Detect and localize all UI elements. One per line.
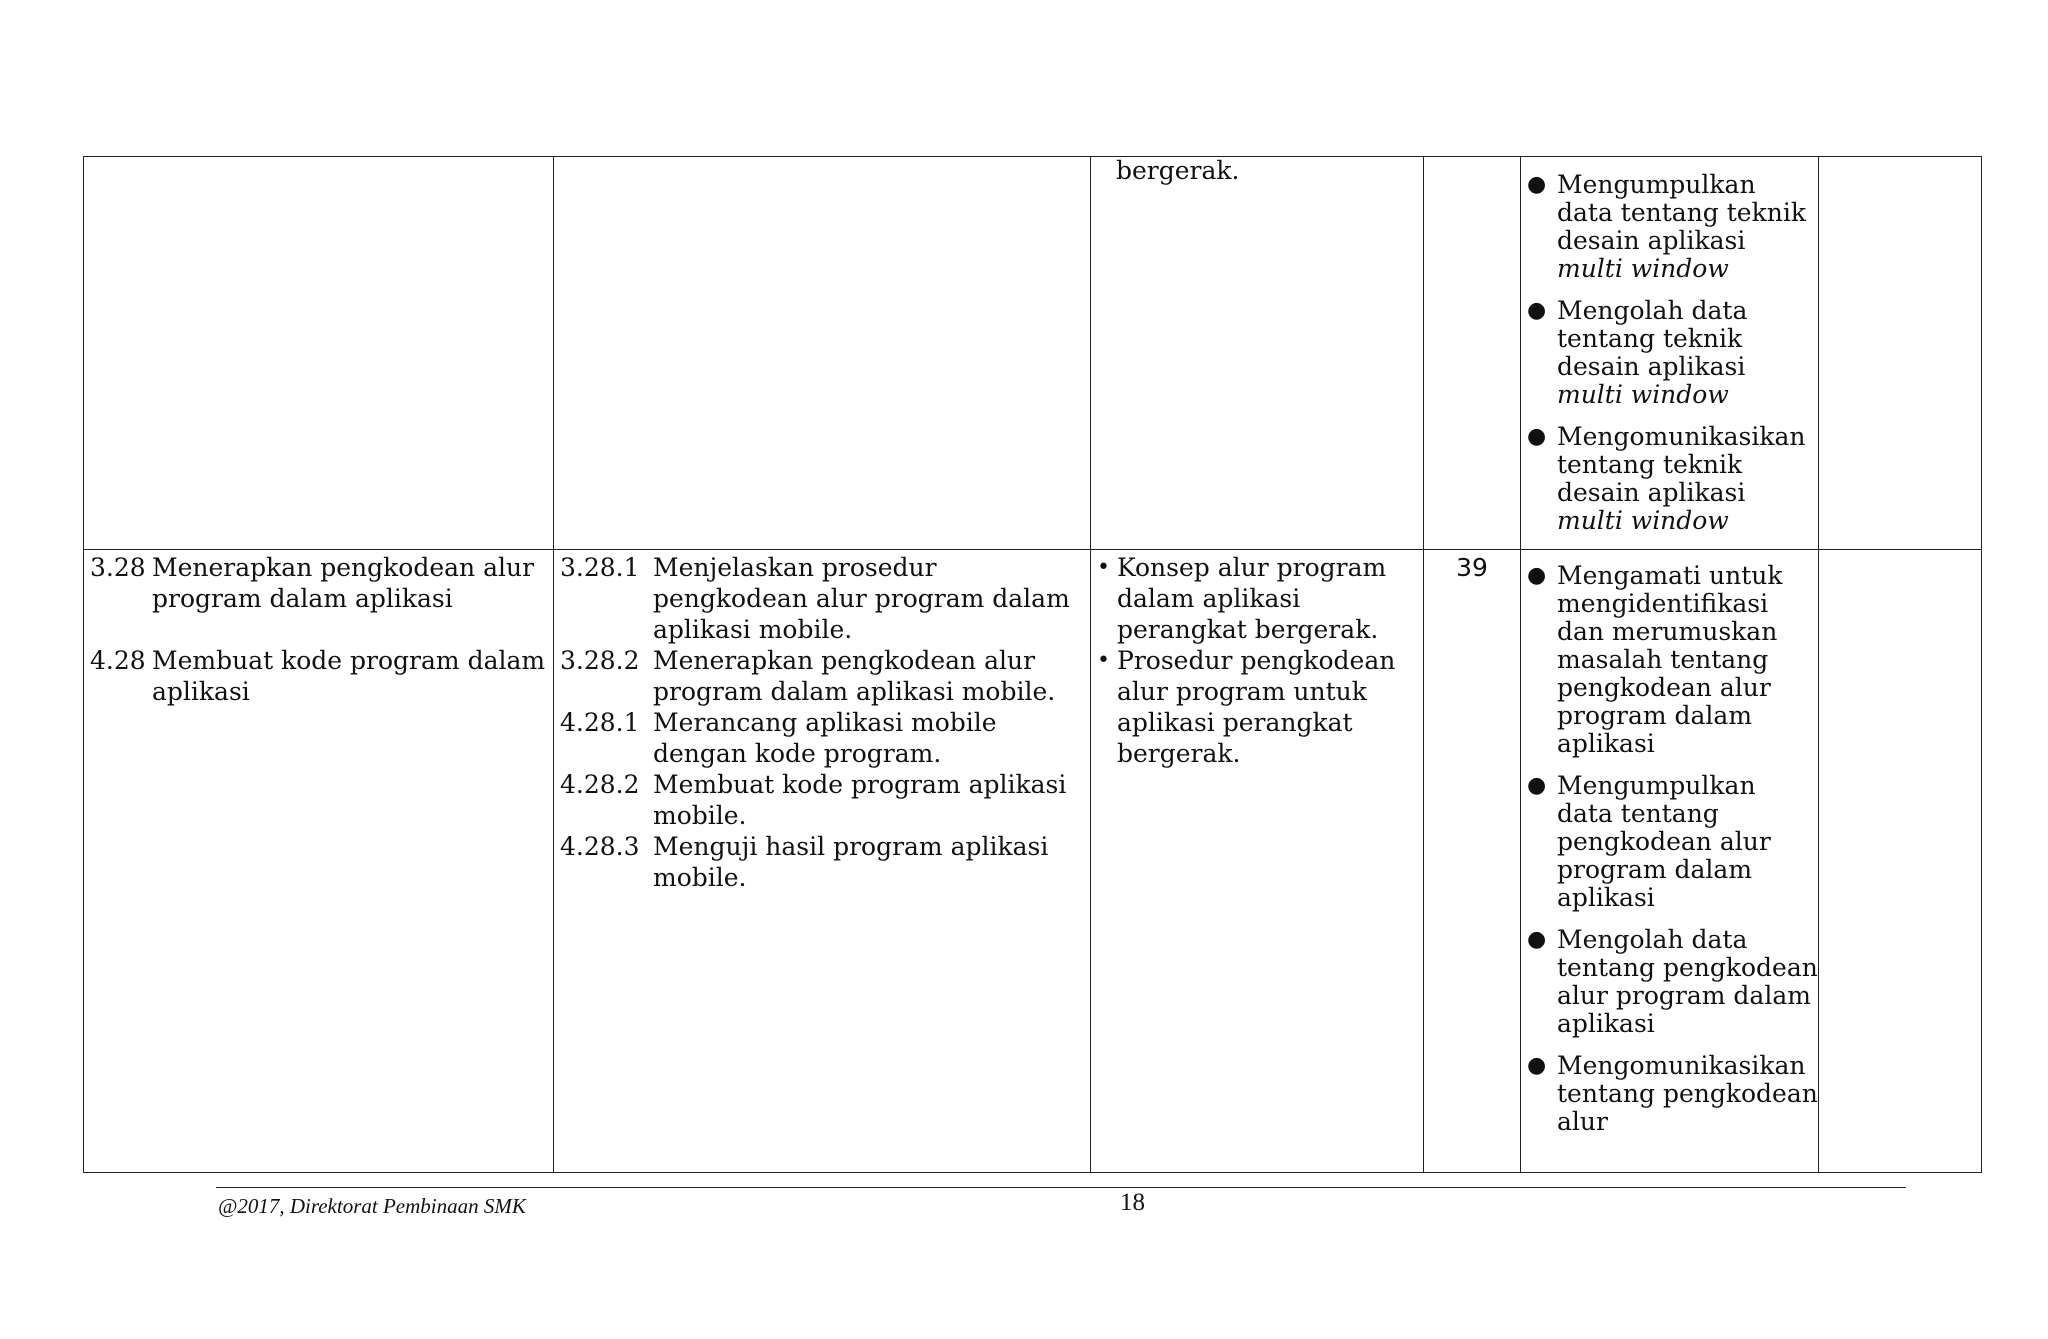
cell-alokasi-empty [1424, 157, 1521, 550]
list-item [560, 769, 1084, 831]
cell-kompetensi-dasar [84, 550, 554, 1173]
indicator-text: Menerapkan pengkodean alur program dalam aplikasi mobile. [653, 646, 1056, 706]
materi-continuation-text: bergerak. [1116, 156, 1240, 185]
list-item [560, 707, 1084, 769]
bullet-dot-icon: • [1097, 648, 1110, 673]
cell-materi-continuation [1091, 157, 1424, 550]
bullet-dot-icon: ● [1527, 424, 1547, 449]
footer-divider [216, 1187, 1906, 1188]
materi-text: Prosedur pengkodean alur program untuk aplikasi perangkat bergerak. [1117, 646, 1396, 768]
cell-alokasi-waktu [1424, 550, 1521, 1173]
activity-text: Mengomunikasikan tentang teknik desain aplikasi [1557, 422, 1806, 507]
table-row-3-28 [84, 550, 1982, 1173]
syllabus-table [83, 156, 1982, 1173]
list-item [1527, 1052, 1818, 1136]
bullet-dot-icon: ● [1527, 927, 1547, 952]
list-item [1097, 645, 1417, 769]
bullet-dot-icon: ● [1527, 1053, 1547, 1078]
kd-list [90, 552, 547, 707]
list-item [1527, 562, 1818, 758]
cell-materi [1091, 550, 1424, 1173]
list-item [90, 552, 547, 614]
list-item [1527, 772, 1818, 912]
list-item [90, 645, 547, 707]
indicator-number: 4.28.3 [560, 832, 640, 861]
indicator-text: Merancang aplikasi mobile dengan kode program. [653, 708, 997, 768]
activity-italic-text: multi window [1557, 506, 1729, 535]
list-item [1527, 171, 1818, 283]
materi-text: Konsep alur program dalam aplikasi perangkat bergerak. [1117, 553, 1387, 644]
page-number: 18 [1120, 1189, 1145, 1216]
list-item [560, 552, 1084, 645]
cell-penilaian-empty [1819, 157, 1982, 550]
indicator-number: 4.28.1 [560, 708, 640, 737]
materi-list [1095, 552, 1417, 769]
kd-number: 3.28 [90, 553, 146, 582]
cell-indicator-empty [554, 157, 1091, 550]
footer-copyright: @2017, Direktorat Pembinaan SMK [218, 1194, 526, 1218]
bullet-dot-icon: ● [1527, 773, 1547, 798]
bullet-dot-icon: ● [1527, 298, 1547, 323]
activity-list-top [1521, 171, 1818, 535]
kd-text: Membuat kode program dalam aplikasi [152, 646, 546, 706]
indicator-number: 4.28.2 [560, 770, 640, 799]
kd-number: 4.28 [90, 646, 146, 675]
indicator-text: Menguji hasil program aplikasi mobile. [653, 832, 1049, 892]
alokasi-value: 39 [1456, 553, 1488, 582]
indicator-text: Menjelaskan prosedur pengkodean alur program dalam aplikasi mobile. [653, 553, 1070, 644]
bullet-dot-icon: • [1097, 555, 1110, 580]
bullet-dot-icon: ● [1527, 172, 1547, 197]
indicator-number: 3.28.1 [560, 553, 640, 582]
indicator-number: 3.28.2 [560, 646, 640, 675]
table-row-continuation [84, 157, 1982, 550]
list-item [1527, 926, 1818, 1038]
list-item [560, 645, 1084, 707]
list-item [1097, 552, 1417, 645]
activity-text: Mengolah data tentang pengkodean alur program dalam aplikasi [1557, 925, 1818, 1038]
list-item [1527, 423, 1818, 535]
cell-kd-empty [84, 157, 554, 550]
activity-text: Mengumpulkan data tentang teknik desain aplikasi [1557, 170, 1806, 255]
indicator-text: Membuat kode program aplikasi mobile. [653, 770, 1067, 830]
cell-penilaian [1819, 550, 1982, 1173]
activity-text: Mengolah data tentang teknik desain aplikasi [1557, 296, 1748, 381]
list-item [560, 831, 1084, 893]
activity-text: Mengomunikasikan tentang pengkodean alur [1557, 1051, 1818, 1136]
activity-list-main [1521, 562, 1818, 1136]
activity-italic-text: multi window [1557, 380, 1729, 409]
cell-indikator [554, 550, 1091, 1173]
activity-italic-text: multi window [1557, 254, 1729, 283]
kd-text: Menerapkan pengkodean alur program dalam aplikasi [152, 553, 535, 613]
cell-activities-main [1521, 550, 1819, 1173]
bullet-dot-icon: ● [1527, 563, 1547, 588]
list-item [1527, 297, 1818, 409]
activity-text: Mengamati untuk mengidentifikasi dan merumuskan masalah tentang pengkodean alur program dalam aplikasi [1557, 561, 1783, 758]
cell-activities-top [1521, 157, 1819, 550]
indicator-list [560, 552, 1084, 893]
activity-text: Mengumpulkan data tentang pengkodean alur program dalam aplikasi [1557, 771, 1771, 912]
